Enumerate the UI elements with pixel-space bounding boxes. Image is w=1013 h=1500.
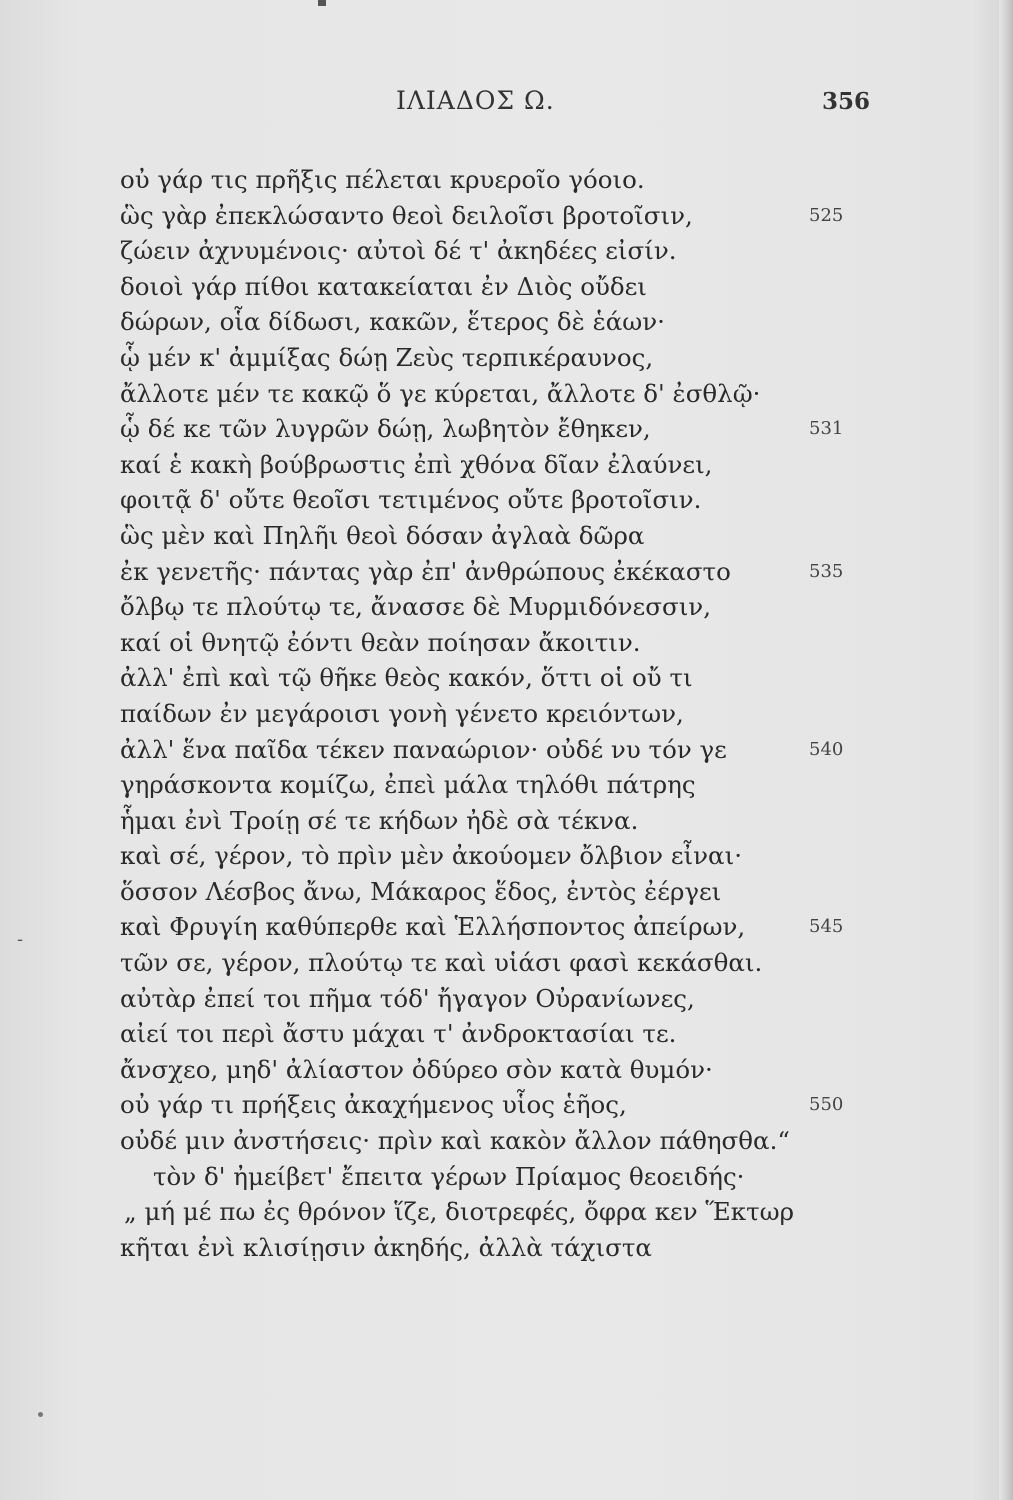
verse-line <box>120 198 860 234</box>
verse-line-text: ἀλλ' ἕνα παῖδα τέκεν παναώριον· οὐδέ νυ τόν γε <box>120 734 727 764</box>
verse-line <box>120 696 860 732</box>
verse-line-text: ἐκ γενετῆς· πάντας γὰρ ἐπ' ἀνθρώπους ἐκέκαστο <box>120 556 731 586</box>
verse-line <box>120 411 860 447</box>
verse-line-text: ᾧ μέν κ' ἀμμίξας δώῃ Ζεὺς τερπικέραυνος, <box>120 342 654 372</box>
verse-line-text: ἀλλ' ἐπὶ καὶ τῷ θῆκε θεὸς κακόν, ὅττι οἱ οὔ τι <box>120 663 693 693</box>
verse-text <box>120 162 860 1265</box>
verse-line-text: ὄλβῳ τε πλούτῳ τε, ἄνασσε δὲ Μυρμιδόνεσσιν, <box>120 592 711 622</box>
verse-line-text: γηράσκοντα κομίζω, ἐπεὶ μάλα τηλόθι πάτρης <box>120 770 696 800</box>
verse-line <box>120 945 860 981</box>
verse-line <box>120 909 860 945</box>
verse-line <box>120 732 860 768</box>
verse-line-text: τὸν δ' ἠμείβετ' ἔπειτα γέρων Πρίαμος θεοειδής· <box>153 1161 745 1191</box>
verse-line-text: καί οἱ θνητῷ ἐόντι θεὰν ποίησαν ἄκοιτιν. <box>120 627 641 657</box>
verse-line <box>120 838 860 874</box>
verse-line-text: ᾧ δέ κε τῶν λυγρῶν δώῃ, λωβητὸν ἔθηκεν, <box>120 414 651 444</box>
verse-line-text: δοιοὶ γάρ πίθοι κατακείαται ἐν Διὸς οὔδει <box>120 271 647 301</box>
verse-line <box>120 767 860 803</box>
verse-line <box>120 625 860 661</box>
verse-line-text: δώρων, οἷα δίδωσι, κακῶν, ἕτερος δὲ ἑάων· <box>120 307 665 337</box>
verse-line <box>120 1194 860 1230</box>
verse-line-text: αὐτὰρ ἐπεί τοι πῆμα τόδ' ἤγαγον Οὐρανίωνες, <box>120 983 695 1013</box>
verse-line-text: „ μή μέ πω ἐς θρόνον ἵζε, διοτρεφές, ὄφρα κεν Ἕκτωρ <box>124 1197 795 1227</box>
verse-line-text: οὐδέ μιν ἀνστήσεις· πρὶν καὶ κακὸν ἄλλον πάθησθα.“ <box>120 1126 790 1156</box>
line-number: 550 <box>809 1094 844 1116</box>
page-header <box>0 86 1013 120</box>
verse-line <box>120 376 860 412</box>
verse-line-text: καὶ Φρυγίη καθύπερθε καὶ Ἑλλήσποντος ἀπείρων, <box>120 912 746 942</box>
page-edge <box>999 0 1013 1500</box>
verse-line <box>120 981 860 1017</box>
verse-line <box>120 589 860 625</box>
verse-line <box>120 447 860 483</box>
verse-line-text: καὶ σέ, γέρον, τὸ πρὶν μὲν ἀκούομεν ὄλβιον εἶναι· <box>120 841 742 871</box>
verse-line-text: κῆται ἐνὶ κλισίῃσιν ἀκηδής, ἀλλὰ τάχιστα <box>120 1232 652 1262</box>
verse-line <box>120 1087 860 1123</box>
verse-line-text: οὐ γάρ τις πρῆξις πέλεται κρυεροῖο γόοιο. <box>120 165 645 194</box>
verse-line <box>120 518 860 554</box>
running-title: ΙΛΙΑΔΟΣ Ω. <box>396 86 555 115</box>
line-number: 540 <box>809 738 844 760</box>
verse-line-text: ζώειν ἀχνυμένοις· αὐτοὶ δέ τ' ἀκηδέες εἰσίν. <box>120 236 677 266</box>
verse-line <box>120 482 860 518</box>
line-number: 545 <box>809 916 844 938</box>
verse-line <box>120 1159 860 1195</box>
verse-line <box>120 162 860 198</box>
verse-line <box>120 233 860 269</box>
verse-line-text: αἰεί τοι περὶ ἄστυ μάχαι τ' ἀνδροκτασίαι τε. <box>120 1019 677 1049</box>
line-number: 535 <box>809 560 844 582</box>
verse-line <box>120 554 860 590</box>
ink-dot <box>38 1412 43 1417</box>
line-number: 531 <box>809 418 844 440</box>
verse-line-text: τῶν σε, γέρον, πλούτῳ τε καὶ υἱάσι φασὶ κεκάσθαι. <box>120 948 763 978</box>
line-number: 525 <box>809 204 844 226</box>
ink-mark <box>318 0 326 6</box>
margin-mark: - <box>17 929 24 950</box>
verse-line <box>120 874 860 910</box>
verse-line-text: παίδων ἐν μεγάροισι γονὴ γένετο κρειόντων, <box>120 698 684 728</box>
verse-line <box>120 803 860 839</box>
verse-line <box>120 304 860 340</box>
verse-line <box>120 1052 860 1088</box>
page-number: 356 <box>822 88 871 115</box>
verse-line <box>120 340 860 376</box>
verse-line-text: ἧμαι ἐνὶ Τροίῃ σέ τε κήδων ἠδὲ σὰ τέκνα. <box>120 805 639 835</box>
verse-line-text: ἄνσχεο, μηδ' ἀλίαστον ὀδύρεο σὸν κατὰ θυμόν· <box>120 1054 713 1084</box>
verse-line <box>120 1016 860 1052</box>
verse-line-text: οὐ γάρ τι πρήξεις ἀκαχήμενος υἷος ἑῆος, <box>120 1090 627 1120</box>
verse-line <box>120 269 860 305</box>
verse-line <box>120 660 860 696</box>
verse-line <box>120 1123 860 1159</box>
verse-line-text: ὣς γὰρ ἐπεκλώσαντο θεοὶ δειλοῖσι βροτοῖσιν, <box>120 200 693 230</box>
verse-line-text: φοιτᾷ δ' οὔτε θεοῖσι τετιμένος οὔτε βροτοῖσιν. <box>120 485 702 515</box>
verse-line-text: ἄλλοτε μέν τε κακῷ ὅ γε κύρεται, ἄλλοτε δ' ἐσθλῷ· <box>120 378 761 408</box>
verse-line <box>120 1230 860 1266</box>
verse-line-text: ὣς μὲν καὶ Πηλῆι θεοὶ δόσαν ἀγλαὰ δῶρα <box>120 520 645 550</box>
verse-line-text: καί ἑ κακὴ βούβρωστις ἐπὶ χθόνα δῖαν ἐλαύνει, <box>120 449 713 479</box>
verse-line-text: ὅσσον Λέσβος ἄνω, Μάκαρος ἕδος, ἐντὸς ἐέργει <box>120 876 722 906</box>
